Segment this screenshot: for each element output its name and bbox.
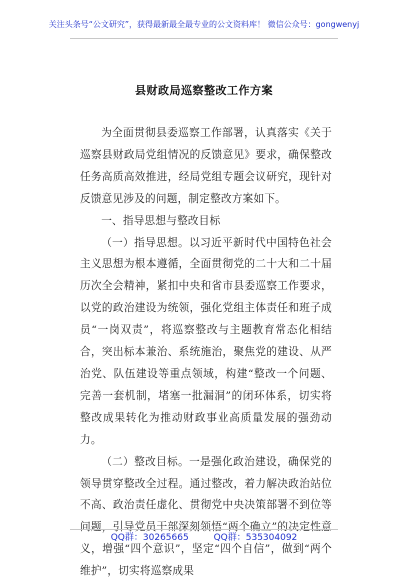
footer [0,533,408,544]
guiding-ideology-paragraph: （一）指导思想。以习近平新时代中国特色社会主义思想为根本遵循，全面贯彻党的二十大和二十届历次全会精神，紧扣中央和省市县委巡察工作要求，以党的政治建设为统领，强化党组主体责任和班子成员“一岗双责”，将巡察整改与主题教育常态化相结合，突出标本兼治、系统施治，聚焦党的建设、从严治党、队伍建设等重点领域，构建“整改一个问题、完善一套机制，堵塞一批漏洞”的闭环体系，切实将整改成果转化为推动财政事业高质量发展的强劲动力。 [80,236,332,446]
section-heading: 一、指导思想与整改目标 [101,214,221,227]
header-divider [70,38,338,39]
footer-qq-group-1: QQ群：30265665 [110,533,189,543]
rectification-goals-paragraph: （二）整改目标。一是强化政治建设，确保党的领导贯穿整改全过程。通过整改，着力解决政治站位不高、政治责任虚化、贯彻党中央决策部署不到位等问题，引导党员干部深刻领悟“两个确立”的决定性意义，增强“四个意识”，坚定“四个自信”，做到“两个维护”，切实将巡察成果 [80,455,332,578]
footer-divider [70,529,338,530]
footer-qq-group-2: QQ群：535304092 [213,533,298,543]
header-banner: 关注头条号“公文研究”，获得最新最全最专业的公文资料库！ 微信公众号：gongwenyj [48,20,360,29]
intro-paragraph: 为全面贯彻县委巡察工作部署，认真落实《关于巡察县财政局党组情况的反馈意见》要求，确保整改任务高质高效推进，经局党组专题会议研究，现针对反馈意见涉及的问题，制定整改方案如下。 [80,127,332,205]
document-body [80,123,332,583]
document-title: 县财政局巡察整改工作方案 [135,84,273,97]
